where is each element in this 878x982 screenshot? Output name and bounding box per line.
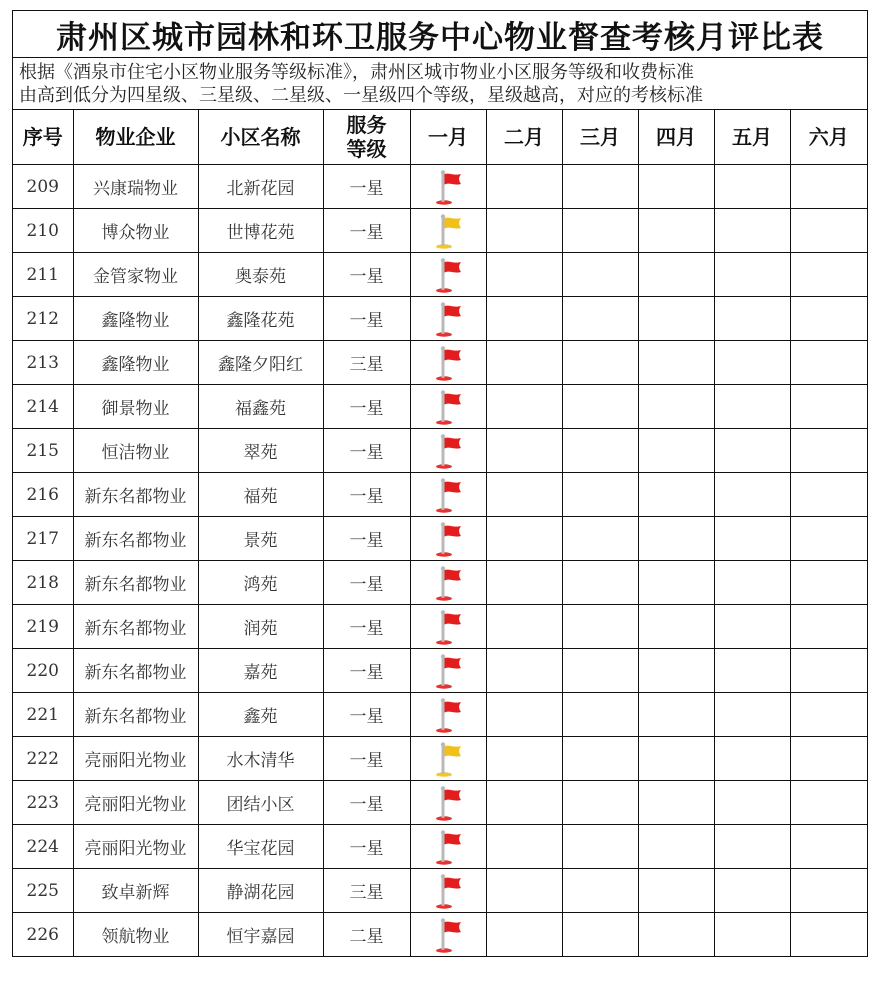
standard-note: [13, 58, 867, 110]
cell-apr: [638, 649, 714, 693]
red-flag-icon: [431, 396, 465, 416]
col-header-jun: 六月: [790, 110, 867, 165]
cell-mar: [562, 517, 638, 561]
yellow-flag-icon: [431, 748, 465, 768]
cell-mar: [562, 649, 638, 693]
cell-grade: 一星: [323, 781, 410, 825]
cell-mar: [562, 209, 638, 253]
cell-jun: [790, 649, 867, 693]
cell-jan: [410, 165, 486, 209]
evaluation-table: [13, 110, 867, 956]
cell-jun: [790, 253, 867, 297]
cell-may: [714, 297, 790, 341]
cell-grade: 一星: [323, 429, 410, 473]
cell-may: [714, 693, 790, 737]
cell-grade: 一星: [323, 605, 410, 649]
cell-no: 223: [13, 781, 73, 825]
cell-community: 翠苑: [198, 429, 323, 473]
cell-grade: 一星: [323, 649, 410, 693]
cell-feb: [486, 341, 562, 385]
cell-community: 恒宇嘉园: [198, 913, 323, 957]
cell-community: 团结小区: [198, 781, 323, 825]
table-row: [13, 473, 867, 517]
cell-jan: [410, 429, 486, 473]
cell-apr: [638, 429, 714, 473]
cell-feb: [486, 781, 562, 825]
cell-no: 213: [13, 341, 73, 385]
table-row: [13, 165, 867, 209]
cell-jan: [410, 649, 486, 693]
cell-may: [714, 825, 790, 869]
cell-feb: [486, 649, 562, 693]
table-row: [13, 561, 867, 605]
cell-mar: [562, 297, 638, 341]
cell-apr: [638, 473, 714, 517]
cell-jun: [790, 165, 867, 209]
cell-company: 亮丽阳光物业: [73, 825, 198, 869]
cell-jun: [790, 561, 867, 605]
cell-no: 209: [13, 165, 73, 209]
cell-no: 212: [13, 297, 73, 341]
cell-company: 新东名都物业: [73, 649, 198, 693]
cell-may: [714, 517, 790, 561]
cell-jan: [410, 693, 486, 737]
cell-jun: [790, 297, 867, 341]
cell-apr: [638, 693, 714, 737]
cell-grade: 一星: [323, 517, 410, 561]
red-flag-icon: [431, 484, 465, 504]
table-row: [13, 693, 867, 737]
cell-apr: [638, 209, 714, 253]
cell-community: 华宝花园: [198, 825, 323, 869]
cell-jun: [790, 473, 867, 517]
cell-may: [714, 737, 790, 781]
cell-community: 水木清华: [198, 737, 323, 781]
cell-feb: [486, 517, 562, 561]
col-header-grade-line2: 等级: [346, 137, 387, 161]
cell-jun: [790, 429, 867, 473]
table-row: [13, 517, 867, 561]
red-flag-icon: [431, 616, 465, 636]
cell-apr: [638, 517, 714, 561]
cell-jun: [790, 913, 867, 957]
red-flag-icon: [431, 572, 465, 592]
cell-jan: [410, 605, 486, 649]
cell-mar: [562, 781, 638, 825]
note-line-2: 由高到低分为四星级、三星级、二星级、一星级四个等级，星级越高，对应的考核标准: [19, 85, 703, 106]
cell-apr: [638, 165, 714, 209]
cell-no: 224: [13, 825, 73, 869]
cell-company: 新东名都物业: [73, 693, 198, 737]
table-row: [13, 429, 867, 473]
evaluation-sheet: [12, 10, 868, 957]
cell-no: 216: [13, 473, 73, 517]
cell-no: 210: [13, 209, 73, 253]
cell-jun: [790, 605, 867, 649]
col-header-feb: 二月: [486, 110, 562, 165]
cell-jan: [410, 473, 486, 517]
cell-jan: [410, 825, 486, 869]
header-row: [13, 110, 867, 165]
cell-mar: [562, 429, 638, 473]
cell-company: 御景物业: [73, 385, 198, 429]
table-row: [13, 341, 867, 385]
cell-no: 221: [13, 693, 73, 737]
cell-mar: [562, 253, 638, 297]
cell-apr: [638, 385, 714, 429]
cell-feb: [486, 825, 562, 869]
yellow-flag-icon: [431, 220, 465, 240]
table-row: [13, 649, 867, 693]
col-header-may: 五月: [714, 110, 790, 165]
cell-may: [714, 209, 790, 253]
cell-jan: [410, 253, 486, 297]
col-header-no: 序号: [13, 110, 73, 165]
cell-mar: [562, 473, 638, 517]
cell-grade: 一星: [323, 473, 410, 517]
cell-jan: [410, 385, 486, 429]
cell-may: [714, 253, 790, 297]
cell-grade: 一星: [323, 253, 410, 297]
cell-apr: [638, 341, 714, 385]
cell-no: 219: [13, 605, 73, 649]
cell-company: 鑫隆物业: [73, 297, 198, 341]
cell-jan: [410, 341, 486, 385]
col-header-community: 小区名称: [198, 110, 323, 165]
cell-community: 嘉苑: [198, 649, 323, 693]
cell-no: 220: [13, 649, 73, 693]
note-line-1: 根据《酒泉市住宅小区物业服务等级标准》，肃州区城市物业小区服务等级和收费标准: [19, 62, 694, 83]
cell-company: 新东名都物业: [73, 561, 198, 605]
cell-no: 211: [13, 253, 73, 297]
red-flag-icon: [431, 880, 465, 900]
cell-may: [714, 473, 790, 517]
red-flag-icon: [431, 924, 465, 944]
cell-mar: [562, 693, 638, 737]
cell-apr: [638, 869, 714, 913]
cell-community: 奥泰苑: [198, 253, 323, 297]
cell-grade: 一星: [323, 561, 410, 605]
cell-community: 鑫隆花苑: [198, 297, 323, 341]
cell-company: 新东名都物业: [73, 473, 198, 517]
red-flag-icon: [431, 264, 465, 284]
red-flag-icon: [431, 176, 465, 196]
cell-company: 金管家物业: [73, 253, 198, 297]
cell-grade: 一星: [323, 385, 410, 429]
cell-feb: [486, 869, 562, 913]
red-flag-icon: [431, 704, 465, 724]
red-flag-icon: [431, 660, 465, 680]
table-row: [13, 913, 867, 957]
cell-jan: [410, 561, 486, 605]
cell-company: 领航物业: [73, 913, 198, 957]
cell-may: [714, 605, 790, 649]
cell-may: [714, 649, 790, 693]
cell-grade: 三星: [323, 341, 410, 385]
cell-may: [714, 781, 790, 825]
cell-apr: [638, 605, 714, 649]
cell-company: 兴康瑞物业: [73, 165, 198, 209]
cell-jan: [410, 737, 486, 781]
cell-community: 福鑫苑: [198, 385, 323, 429]
red-flag-icon: [431, 440, 465, 460]
table-row: [13, 869, 867, 913]
table-row: [13, 385, 867, 429]
cell-jun: [790, 693, 867, 737]
cell-feb: [486, 165, 562, 209]
cell-company: 亮丽阳光物业: [73, 781, 198, 825]
cell-grade: 一星: [323, 209, 410, 253]
cell-community: 静湖花园: [198, 869, 323, 913]
cell-jun: [790, 209, 867, 253]
cell-community: 鸿苑: [198, 561, 323, 605]
cell-feb: [486, 913, 562, 957]
cell-grade: 一星: [323, 693, 410, 737]
cell-mar: [562, 385, 638, 429]
red-flag-icon: [431, 528, 465, 548]
cell-mar: [562, 913, 638, 957]
cell-company: 博众物业: [73, 209, 198, 253]
cell-feb: [486, 693, 562, 737]
table-row: [13, 825, 867, 869]
cell-community: 福苑: [198, 473, 323, 517]
cell-apr: [638, 253, 714, 297]
cell-apr: [638, 825, 714, 869]
red-flag-icon: [431, 792, 465, 812]
cell-apr: [638, 913, 714, 957]
cell-may: [714, 341, 790, 385]
cell-apr: [638, 561, 714, 605]
cell-may: [714, 429, 790, 473]
cell-jun: [790, 781, 867, 825]
cell-no: 222: [13, 737, 73, 781]
col-header-company: 物业企业: [73, 110, 198, 165]
cell-feb: [486, 297, 562, 341]
table-row: [13, 605, 867, 649]
cell-company: 新东名都物业: [73, 517, 198, 561]
cell-jun: [790, 737, 867, 781]
col-header-grade-line1: 服务: [346, 113, 387, 137]
cell-community: 景苑: [198, 517, 323, 561]
table-row: [13, 737, 867, 781]
cell-may: [714, 165, 790, 209]
cell-may: [714, 561, 790, 605]
cell-jan: [410, 209, 486, 253]
cell-jun: [790, 385, 867, 429]
table-row: [13, 781, 867, 825]
cell-jan: [410, 297, 486, 341]
cell-mar: [562, 737, 638, 781]
cell-mar: [562, 561, 638, 605]
table-row: [13, 297, 867, 341]
cell-feb: [486, 605, 562, 649]
cell-mar: [562, 165, 638, 209]
cell-grade: 二星: [323, 913, 410, 957]
cell-jan: [410, 781, 486, 825]
cell-feb: [486, 209, 562, 253]
col-header-apr: 四月: [638, 110, 714, 165]
cell-feb: [486, 561, 562, 605]
col-header-mar: 三月: [562, 110, 638, 165]
cell-no: 215: [13, 429, 73, 473]
cell-jun: [790, 869, 867, 913]
cell-feb: [486, 473, 562, 517]
cell-company: 恒洁物业: [73, 429, 198, 473]
cell-jan: [410, 517, 486, 561]
cell-community: 润苑: [198, 605, 323, 649]
cell-no: 214: [13, 385, 73, 429]
cell-feb: [486, 737, 562, 781]
cell-jan: [410, 913, 486, 957]
cell-community: 鑫苑: [198, 693, 323, 737]
cell-grade: 一星: [323, 825, 410, 869]
cell-may: [714, 869, 790, 913]
cell-no: 226: [13, 913, 73, 957]
col-header-grade: [323, 110, 410, 165]
cell-may: [714, 913, 790, 957]
cell-community: 世博花苑: [198, 209, 323, 253]
cell-mar: [562, 869, 638, 913]
cell-feb: [486, 253, 562, 297]
cell-community: 鑫隆夕阳红: [198, 341, 323, 385]
sheet-title: 肃州区城市园林和环卫服务中心物业督查考核月评比表: [13, 11, 867, 58]
cell-no: 218: [13, 561, 73, 605]
cell-may: [714, 385, 790, 429]
cell-company: 致卓新辉: [73, 869, 198, 913]
cell-community: 北新花园: [198, 165, 323, 209]
cell-jun: [790, 517, 867, 561]
red-flag-icon: [431, 352, 465, 372]
cell-jun: [790, 825, 867, 869]
cell-company: 亮丽阳光物业: [73, 737, 198, 781]
col-header-jan: 一月: [410, 110, 486, 165]
cell-grade: 三星: [323, 869, 410, 913]
cell-mar: [562, 341, 638, 385]
cell-feb: [486, 429, 562, 473]
cell-mar: [562, 605, 638, 649]
cell-grade: 一星: [323, 165, 410, 209]
red-flag-icon: [431, 308, 465, 328]
red-flag-icon: [431, 836, 465, 856]
cell-grade: 一星: [323, 737, 410, 781]
cell-apr: [638, 781, 714, 825]
table-row: [13, 209, 867, 253]
cell-feb: [486, 385, 562, 429]
cell-company: 鑫隆物业: [73, 341, 198, 385]
cell-company: 新东名都物业: [73, 605, 198, 649]
cell-jun: [790, 341, 867, 385]
cell-mar: [562, 825, 638, 869]
cell-no: 225: [13, 869, 73, 913]
table-row: [13, 253, 867, 297]
cell-jan: [410, 869, 486, 913]
cell-grade: 一星: [323, 297, 410, 341]
cell-apr: [638, 737, 714, 781]
cell-apr: [638, 297, 714, 341]
cell-no: 217: [13, 517, 73, 561]
